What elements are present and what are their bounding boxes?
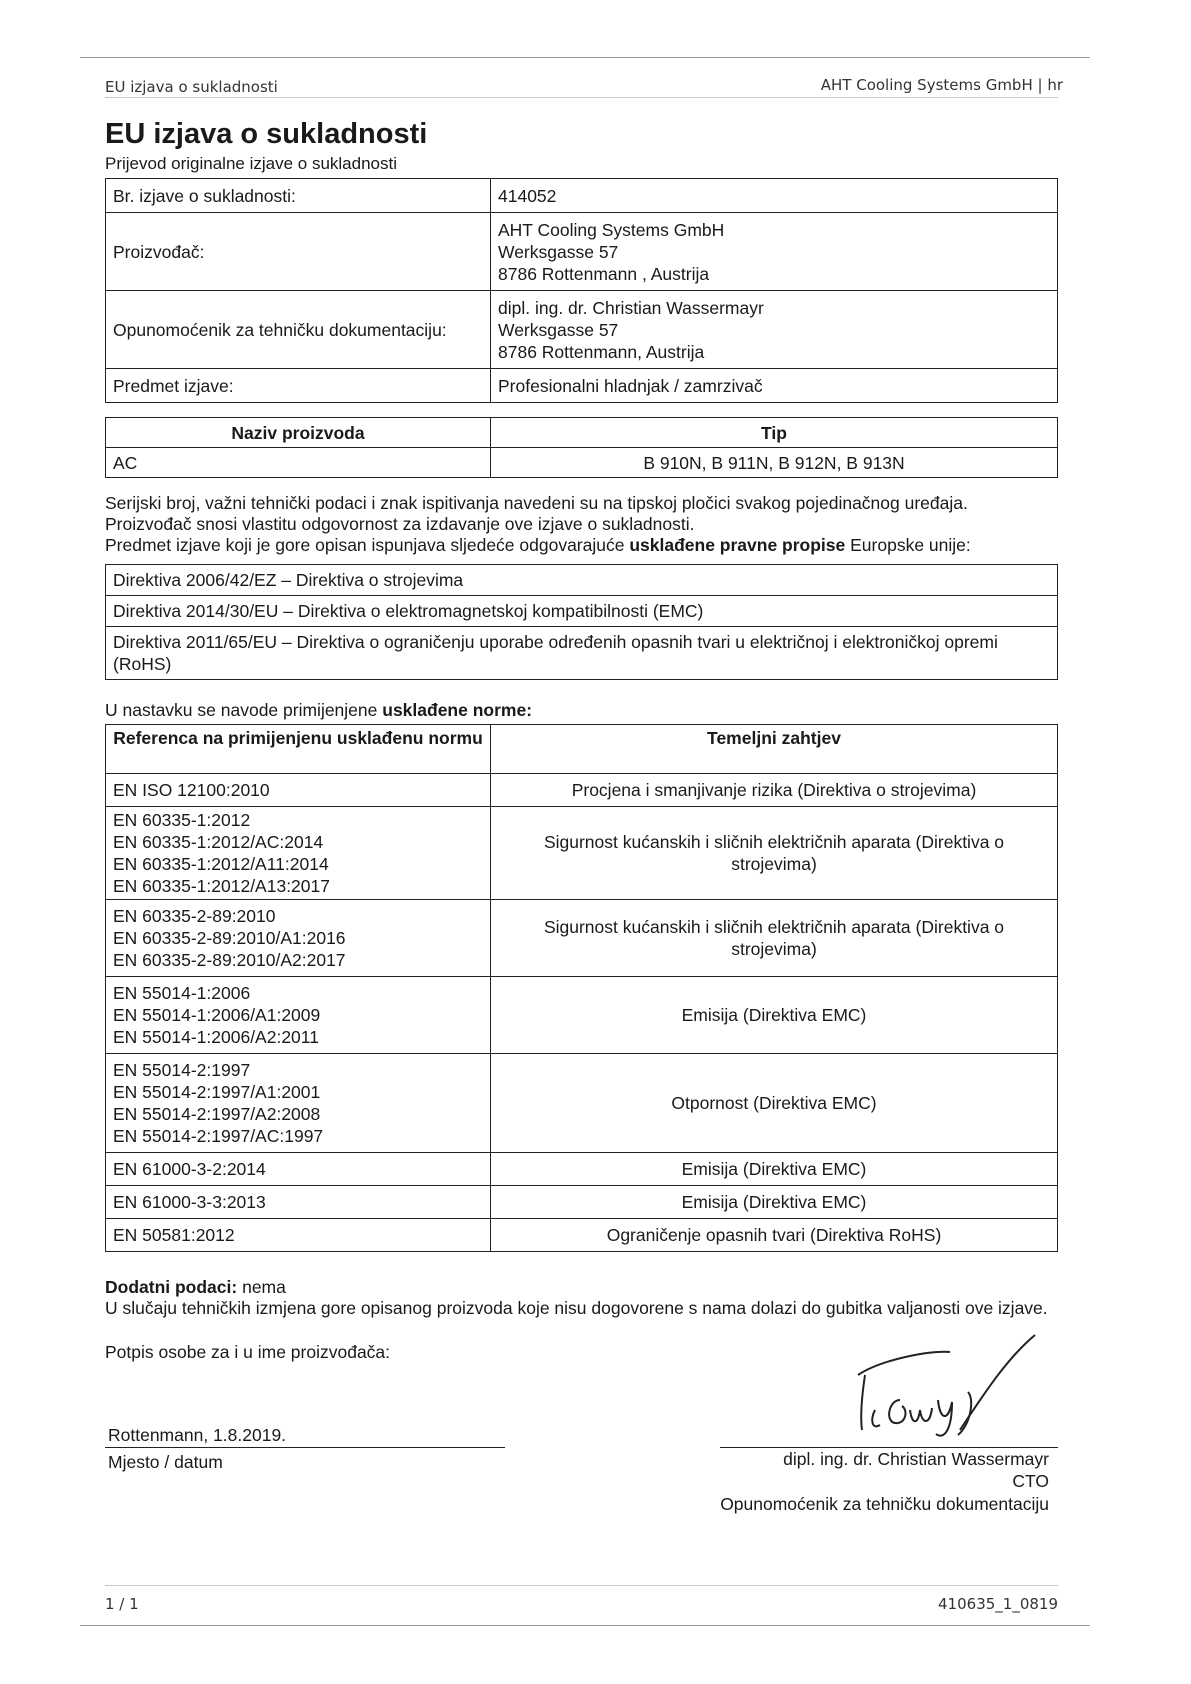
norm-requirement: Emisija (Direktiva EMC)	[491, 1153, 1058, 1186]
additional-info	[105, 1277, 286, 1298]
table-row	[106, 448, 1058, 478]
page-subtitle: Prijevod originalne izjave o sukladnosti	[105, 154, 397, 173]
table-row	[106, 1054, 1058, 1153]
additional-label: Dodatni podaci:	[105, 1277, 238, 1297]
table-row	[106, 807, 1058, 900]
header-right: AHT Cooling Systems GmbH | hr	[820, 76, 1063, 94]
norm-requirement: Emisija (Direktiva EMC)	[491, 977, 1058, 1054]
norm-requirement: Procjena i smanjivanje rizika (Direktiva o strojevima)	[491, 774, 1058, 807]
place-date: Rottenmann, 1.8.2019.	[108, 1425, 287, 1445]
norm-reference: EN 55014-2:1997 EN 55014-2:1997/A1:2001 EN 55014-2:1997/A2:2008 EN 55014-2:1997/AC:1997	[106, 1054, 491, 1153]
place-date-label: Mjesto / datum	[108, 1452, 223, 1472]
table-row	[106, 1219, 1058, 1252]
product-name-header: Naziv proizvoda	[106, 418, 491, 448]
norms-intro	[105, 700, 532, 721]
signatory-name: dipl. ing. dr. Christian Wassermayr	[783, 1449, 1049, 1469]
info-label: Opunomoćenik za tehničku dokumentaciju:	[106, 291, 491, 369]
top-rule	[80, 57, 1090, 58]
info-label: Predmet izjave:	[106, 369, 491, 403]
product-name: AC	[106, 448, 491, 478]
directives-intro-end: Europske unije:	[845, 535, 971, 555]
norm-reference: EN ISO 12100:2010	[106, 774, 491, 807]
info-label: Proizvođač:	[106, 213, 491, 291]
norms-intro-bold: usklađene norme:	[382, 700, 533, 720]
table-row	[106, 1153, 1058, 1186]
table-row	[106, 213, 1058, 291]
table-row	[106, 596, 1058, 627]
signatory-function: Opunomoćenik za tehničku dokumentaciju	[720, 1494, 1049, 1514]
norms-intro-start: U nastavku se navode primijenjene	[105, 700, 383, 720]
norm-reference: EN 55014-1:2006 EN 55014-1:2006/A1:2009 EN 55014-1:2006/A2:2011	[106, 977, 491, 1054]
norm-reference: EN 50581:2012	[106, 1219, 491, 1252]
norm-reference: EN 61000-3-3:2013	[106, 1186, 491, 1219]
table-row	[106, 565, 1058, 596]
document-id: 410635_1_0819	[938, 1595, 1058, 1613]
norm-requirement: Emisija (Direktiva EMC)	[491, 1186, 1058, 1219]
info-label: Br. izjave o sukladnosti:	[106, 179, 491, 213]
table-row	[106, 369, 1058, 403]
norm-requirement: Sigurnost kućanskih i sličnih električnih aparata (Direktiva o strojevima)	[491, 900, 1058, 977]
directive-item: Direktiva 2011/65/EU – Direktiva o ograničenju uporabe određenih opasnih tvari u električnoj i elektroničkoj opremi (RoHS)	[106, 627, 1058, 680]
norm-reference: EN 60335-1:2012 EN 60335-1:2012/AC:2014 EN 60335-1:2012/A11:2014 EN 60335-1:2012/A13:2017	[106, 807, 491, 900]
table-row	[106, 900, 1058, 977]
directives-intro-bold: usklađene pravne propise	[629, 535, 846, 555]
header-left: EU izjava o sukladnosti	[105, 78, 278, 96]
norm-requirement: Ograničenje opasnih tvari (Direktiva RoHS)	[491, 1219, 1058, 1252]
norm-reference: EN 61000-3-2:2014	[106, 1153, 491, 1186]
header-underline	[105, 97, 1058, 98]
place-date-rule	[105, 1447, 505, 1448]
info-value: AHT Cooling Systems GmbH Werksgasse 57 8786 Rottenmann , Austrija	[491, 213, 1058, 291]
table-row	[106, 627, 1058, 680]
validity-note: U slučaju tehničkih izmjena gore opisanog proizvoda koje nisu dogovorene s nama dolazi do gubitka valjanosti ove izjave.	[105, 1298, 1048, 1318]
table-row	[106, 977, 1058, 1054]
directives-table	[105, 564, 1058, 680]
signature-image	[840, 1330, 1070, 1440]
info-value: 414052	[491, 179, 1058, 213]
norms-table	[105, 724, 1058, 1252]
table-row	[106, 179, 1058, 213]
directives-intro	[105, 535, 1065, 556]
norm-requirement: Otpornost (Direktiva EMC)	[491, 1054, 1058, 1153]
product-type: B 910N, B 911N, B 912N, B 913N	[491, 448, 1058, 478]
directives-intro-start: Predmet izjave koji je gore opisan ispunjava sljedeće odgovarajuće	[105, 535, 630, 555]
norms-ref-header: Referenca na primijenjenu usklađenu normu	[106, 725, 491, 774]
directive-item: Direktiva 2006/42/EZ – Direktiva o strojevima	[106, 565, 1058, 596]
table-header-row	[106, 418, 1058, 448]
signatory-role: CTO	[1012, 1471, 1049, 1491]
table-header-row	[106, 725, 1058, 774]
info-table	[105, 178, 1058, 403]
norm-reference: EN 60335-2-89:2010 EN 60335-2-89:2010/A1:2016 EN 60335-2-89:2010/A2:2017	[106, 900, 491, 977]
product-table	[105, 417, 1058, 478]
info-value: Profesionalni hladnjak / zamrzivač	[491, 369, 1058, 403]
page-number: 1 / 1	[105, 1595, 139, 1613]
footer-top-rule	[105, 1585, 1058, 1586]
norm-requirement: Sigurnost kućanskih i sličnih električnih aparata (Direktiva o strojevima)	[491, 807, 1058, 900]
norms-req-header: Temeljni zahtjev	[491, 725, 1058, 774]
table-row	[106, 774, 1058, 807]
product-type-header: Tip	[491, 418, 1058, 448]
directive-item: Direktiva 2014/30/EU – Direktiva o elektromagnetskoj kompatibilnosti (EMC)	[106, 596, 1058, 627]
additional-value: nema	[237, 1277, 286, 1297]
page-title: EU izjava o sukladnosti	[105, 118, 428, 150]
info-value: dipl. ing. dr. Christian Wassermayr Werksgasse 57 8786 Rottenmann, Austrija	[491, 291, 1058, 369]
bottom-rule	[80, 1625, 1090, 1626]
serial-paragraph: Serijski broj, važni tehnički podaci i znak ispitivanja navedeni su na tipskoj pločici svakog pojedinačnog uređaja. Proizvođač snosi vlastitu odgovornost za izdavanje ove izjave o sukladnosti.	[105, 493, 968, 534]
signature-intro: Potpis osobe za i u ime proizvođača:	[105, 1342, 391, 1362]
table-row	[106, 1186, 1058, 1219]
table-row	[106, 291, 1058, 369]
